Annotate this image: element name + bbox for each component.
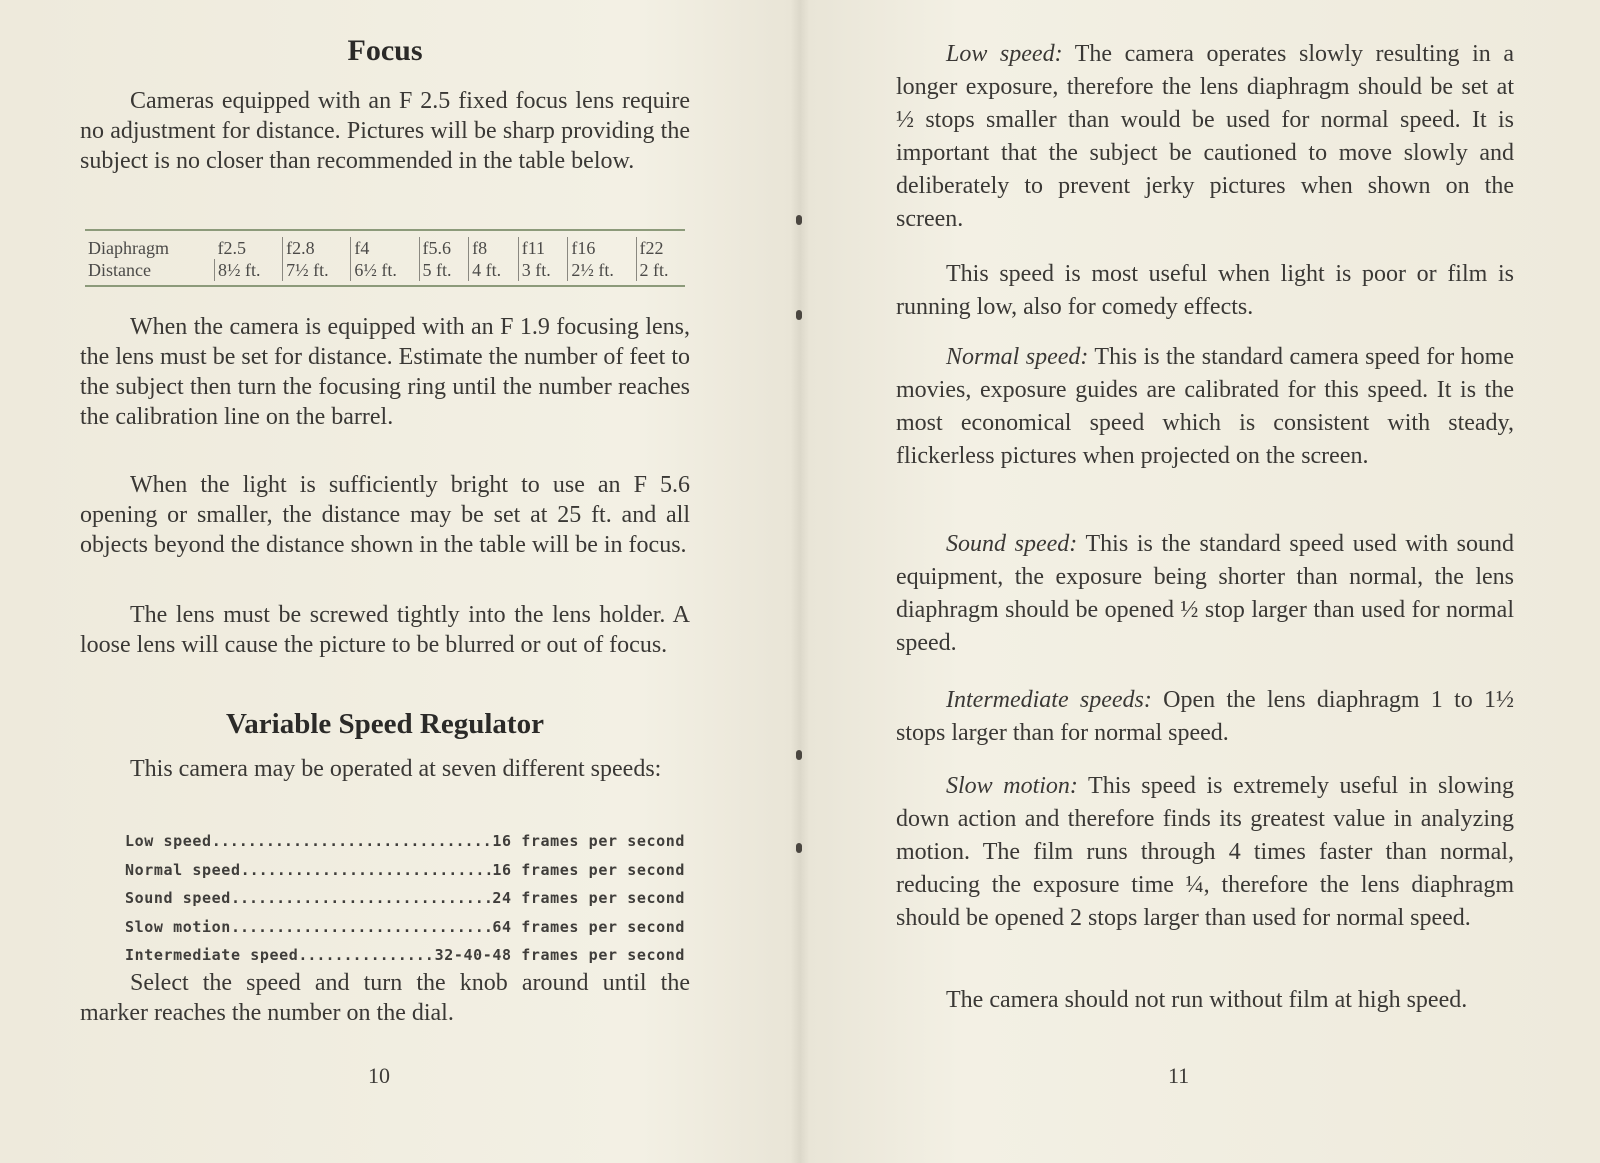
distance-cell: 4 ft. [469,259,519,281]
speed-list [125,832,685,975]
variable-speed-regulator-heading: Variable Speed Regulator [226,708,544,740]
diaphragm-cell: f5.6 [419,237,469,259]
focus-distance-table [85,229,685,287]
distance-row [85,259,685,281]
speed-name: Low speed [125,832,212,850]
slow-motion-paragraph: Slow motion: This speed is extremely useful in slowing down action and therefore finds its greatest value in analyzing motion. The film runs through 4 times faster than normal, reducing the exposure time ¼, therefore the lens diaphragm should be opened 2 stops larger than used for normal speed. [896,773,1514,931]
focus-paragraph-1: Cameras equipped with an F 2.5 fixed focus lens require no adjustment for distance. Pictures will be sharp providing the subject is no closer than recommended in the table below. [80,88,690,174]
distance-cell: 2 ft. [636,259,685,281]
low-speed-paragraph: Low speed: The camera operates slowly resulting in a longer exposure, therefore the lens diaphragm should be set at ½ stops smaller than would be used for normal speed. It is important that the subject be cautioned to move slowly and deliberately to prevent jerky pictures when shown on the screen. [896,41,1515,232]
distance-cell: 6½ ft. [351,259,419,281]
speed-row-sound [125,889,685,918]
diaphragm-cell: f16 [568,237,636,259]
diaphragm-cell: f8 [469,237,519,259]
distance-cell: 5 ft. [419,259,469,281]
focus-paragraph-4: The lens must be screwed tightly into the lens holder. A loose lens will cause the picture to be blurred or out of focus. [80,602,690,658]
distance-cell: 7½ ft. [283,259,351,281]
vsr-outro: Select the speed and turn the knob around until the marker reaches the number on the dial. [80,970,690,1026]
speed-row-slow-motion [125,918,685,947]
diaphragm-label: Diaphragm [88,238,169,258]
diaphragm-cell: f22 [636,237,685,259]
speed-row-normal [125,861,685,890]
speed-rate: 64 frames per second [492,917,685,936]
distance-label: Distance [88,260,151,280]
no-film-warning-paragraph: The camera should not run without film at high speed. [946,987,1468,1013]
speed-rate: 32-40-48 frames per second [434,946,685,965]
distance-cell: 8½ ft. [214,259,282,281]
binding-staple [796,215,802,225]
speed-name: Intermediate speed [125,946,299,965]
speed-rate: 16 frames per second [492,832,685,850]
focus-paragraph-2: When the camera is equipped with an F 1.9 focusing lens, the lens must be set for distance. Estimate the number of feet to the subject then turn the focusing ring until the number reaches the calibration line on the barrel. [80,314,690,430]
binding-spine [793,0,805,1163]
normal-speed-paragraph: Normal speed: This is the standard camera speed for home movies, exposure guides are calibrated for this speed. It is the most economical speed which is consistent with steady, flickerless pictures when projected on the screen. [896,344,1514,469]
page-number-left: 10 [368,1063,390,1088]
speed-rate: 24 frames per second [492,889,685,908]
diaphragm-cell: f11 [518,237,568,259]
diaphragm-row [85,237,685,259]
speed-rate: 16 frames per second [492,860,685,879]
speed-name: Sound speed [125,889,231,908]
focus-paragraph-3: When the light is sufficiently bright to use an F 5.6 opening or smaller, the distance may be set at 25 ft. and all objects beyond the distance shown in the table will be in focus. [80,472,690,558]
left-page [80,0,690,1163]
sound-speed-paragraph: Sound speed: This is the standard speed used with sound equipment, the exposure being shorter than normal, the lens diaphragm should be opened ½ stop larger than used for normal speed. [896,531,1515,656]
binding-staple [796,750,802,760]
diaphragm-cell: f4 [351,237,419,259]
focus-heading: Focus [347,34,423,67]
vsr-intro: This camera may be operated at seven different speeds: [130,756,662,782]
page-number-right: 11 [1168,1063,1190,1088]
speed-name: Slow motion [125,917,231,936]
distance-cell: 2½ ft. [568,259,636,281]
low-speed-usage-paragraph: This speed is most useful when light is poor or film is running low, also for comedy effects. [896,261,1514,320]
right-page [896,0,1514,1163]
binding-staple [796,843,802,853]
diaphragm-cell: f2.5 [217,238,246,258]
distance-cell: 3 ft. [518,259,568,281]
speed-row-low [125,832,685,861]
binding-staple [796,310,802,320]
intermediate-speeds-paragraph: Intermediate speeds: Open the lens diaphragm 1 to 1½ stops larger than for normal speed. [896,687,1514,746]
diaphragm-cell: f2.8 [283,237,351,259]
speed-name: Normal speed [125,860,241,879]
